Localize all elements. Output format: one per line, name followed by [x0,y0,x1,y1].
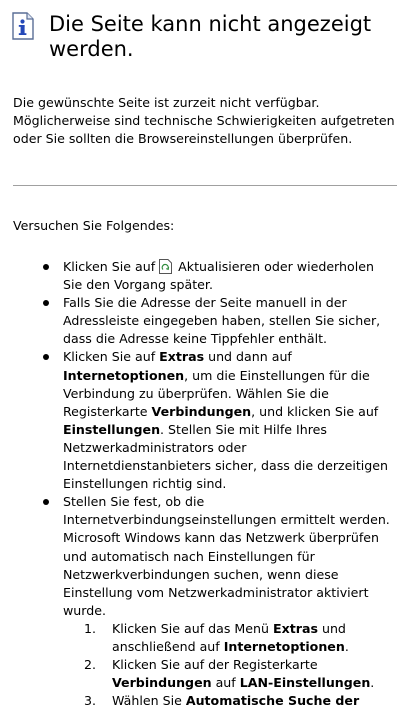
divider [13,185,397,186]
list-item: Klicken Sie auf Aktualisieren oder wiederholen Sie den Vorgang später. [0,258,405,294]
list-item: Klicken Sie auf Extras und dann auf Internetoptionen, um die Einstellungen für die Verbindung zu überprüfen. Wählen Sie die Registerkarte Verbindungen, und klicken Sie auf Einstellungen. Stellen Sie mit Hilfe Ihres Netzwerkadministrators oder Internetdienstanbieters sicher, dass die derzeitigen Einstellungen richtig sind. [0,348,405,493]
bullet [43,499,49,505]
suggestions-list [0,258,405,710]
info-icon [12,12,34,40]
page-title: Die Seite kann nicht angezeigt werden. [49,12,372,61]
step-item: 3. Wählen Sie Automatische Suche der [63,692,397,710]
menu-extras: Extras [159,349,205,365]
bullet [43,264,49,270]
step-number: 1. [84,620,97,636]
error-description: Die gewünschte Seite ist zurzeit nicht verfügbar. Möglicherweise sind technische Schwierigkeiten aufgetreten oder Sie sollten die Browsereinstellungen überprüfen. [13,95,395,146]
step-item: 2. Klicken Sie auf der Registerkarte Verbindungen auf LAN-Einstellungen. [84,657,375,691]
bullet [43,354,49,360]
list-item: Falls Sie die Adresse der Seite manuell in der Adressleiste eingegeben haben, stellen Sie sicher, dass die Adresse keine Tippfehler enthält. [0,294,405,348]
bullet [43,300,49,306]
list-item: Stellen Sie fest, ob die Internetverbindungseinstellungen ermittelt werden. Microsoft Windows kann das Netzwerk überprüfen und automatisch nach Einstellungen für Netzwerkverbindungen suchen, wenn diese Einstellung vom Netzwerkadministrator aktiviert wurde. 1. Klicken Sie auf das Menü Extras und anschließend auf Internetoptionen. 2. Klicken Sie auf der Registerkarte Verbindungen auf LAN-Einstellungen. 3. Wählen Sie Automatische Suche der [0,493,405,710]
steps-list [63,620,397,710]
refresh-icon[interactable] [159,259,172,274]
step-item: 1. Klicken Sie auf das Menü Extras und anschließend auf Internetoptionen. [84,620,349,654]
step-number: 3. [84,693,97,709]
button-einstellungen: Einstellungen [63,421,161,437]
step-number: 2. [84,657,97,673]
menu-internetoptionen: Internetoptionen [63,367,185,383]
suggestions-heading: Versuchen Sie Folgendes: [13,218,175,233]
tab-verbindungen: Verbindungen [151,403,252,419]
